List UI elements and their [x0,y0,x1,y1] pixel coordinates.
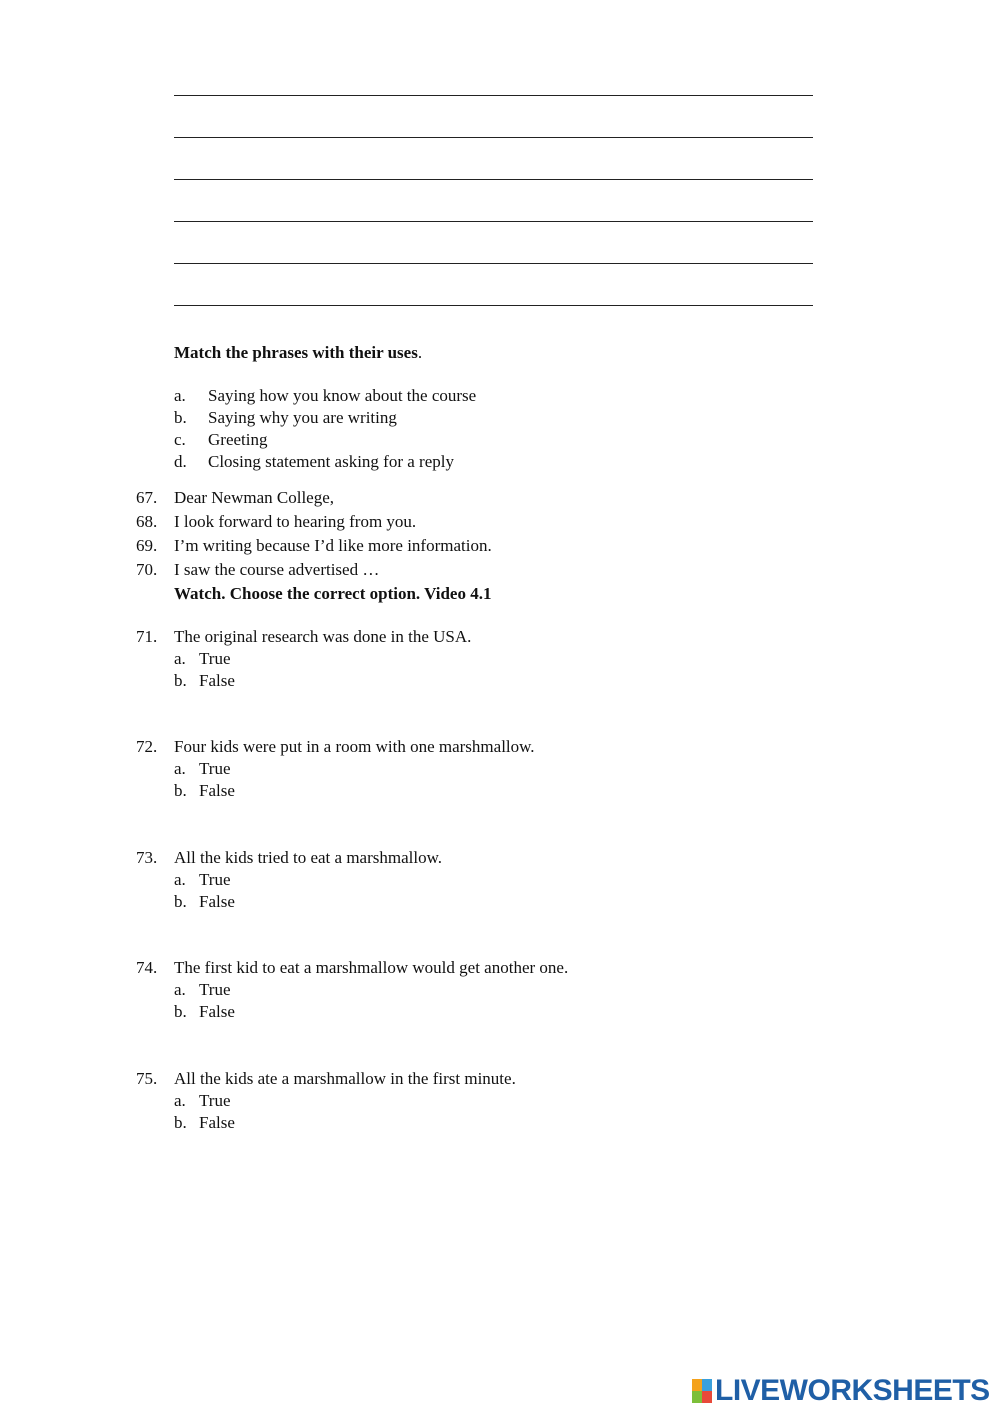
question-number: 73. [136,848,158,867]
match-heading [174,343,422,363]
liveworksheets-logo [692,1375,990,1407]
answer-line[interactable] [174,221,813,222]
video-heading: Watch. Choose the correct option. Video 4.1 [174,584,492,603]
question-text: The first kid to eat a marshmallow would get another one. [174,958,569,977]
match-heading-bold: Match the phrases with their uses [174,343,418,362]
option-letter: a. [174,759,186,778]
use-letter: a. [174,386,186,405]
option-false[interactable]: False [199,781,235,800]
question-number: 71. [136,627,158,646]
use-letter: c. [174,430,186,449]
option-letter: b. [174,781,187,800]
phrase-number: 69. [136,536,158,555]
option-false[interactable]: False [199,1002,235,1021]
answer-line[interactable] [174,179,813,180]
option-letter: a. [174,980,186,999]
answer-line[interactable] [174,305,813,306]
answer-line[interactable] [174,137,813,138]
option-letter: a. [174,1091,186,1110]
phrase-number: 68. [136,512,158,531]
use-letter: b. [174,408,187,427]
option-false[interactable]: False [199,1113,235,1132]
question-text: All the kids ate a marshmallow in the first minute. [174,1069,516,1088]
answer-line[interactable] [174,263,813,264]
question-text: Four kids were put in a room with one marshmallow. [174,737,535,756]
phrase-text[interactable]: I’m writing because I’d like more information. [174,536,492,555]
answer-line[interactable] [174,95,813,96]
phrase-text[interactable]: I look forward to hearing from you. [174,512,417,531]
use-text: Greeting [208,430,268,449]
option-true[interactable]: True [199,759,231,778]
phrase-number: 70. [136,560,158,579]
option-false[interactable]: False [199,671,235,690]
question-number: 72. [136,737,158,756]
option-true[interactable]: True [199,649,231,668]
option-true[interactable]: True [199,870,231,889]
phrase-number: 67. [136,488,158,507]
option-letter: b. [174,671,187,690]
option-letter: b. [174,892,187,911]
match-heading-tail: . [417,343,423,362]
phrase-text[interactable]: Dear Newman College, [174,488,335,507]
option-letter: b. [174,1002,187,1021]
question-text: The original research was done in the USA. [174,627,472,646]
use-text: Saying why you are writing [208,408,397,427]
option-letter: a. [174,649,186,668]
option-true[interactable]: True [199,1091,231,1110]
phrase-text[interactable]: I saw the course advertised … [174,560,380,579]
question-text: All the kids tried to eat a marshmallow. [174,848,442,867]
option-true[interactable]: True [199,980,231,999]
use-text: Closing statement asking for a reply [208,452,454,471]
use-letter: d. [174,452,187,471]
logo-text: LIVEWORKSHEETS [715,1374,990,1407]
option-letter: b. [174,1113,187,1132]
question-number: 74. [136,958,158,977]
option-false[interactable]: False [199,892,235,911]
option-letter: a. [174,870,186,889]
logo-tiles-icon [692,1379,712,1403]
question-number: 75. [136,1069,158,1088]
use-text: Saying how you know about the course [208,386,477,405]
